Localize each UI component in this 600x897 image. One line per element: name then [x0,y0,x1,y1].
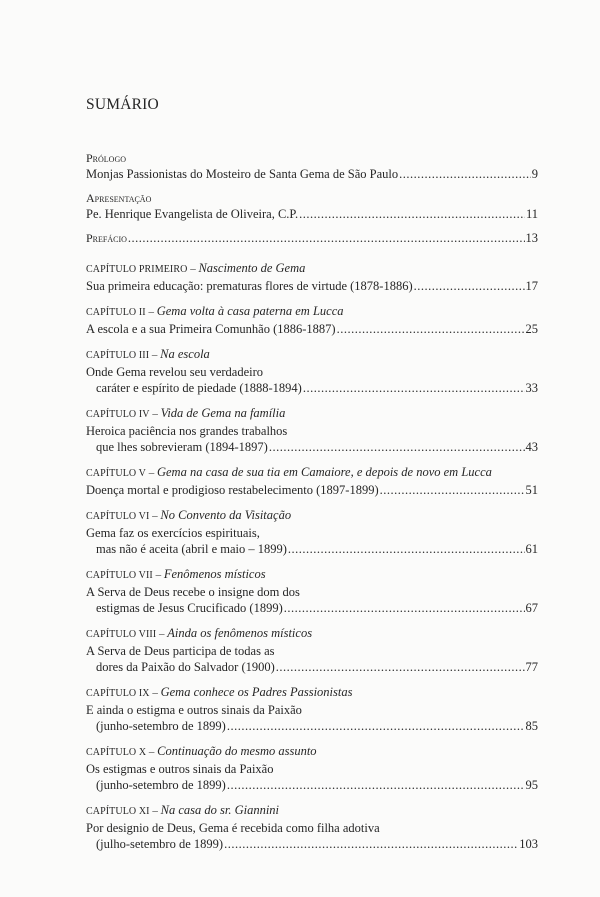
leader-dots [380,482,525,498]
entry-text: mas não é aceita (abril e maio – 1899) [96,542,287,556]
leader-dots [399,166,531,182]
toc-line [86,439,538,455]
page-number: 43 [525,440,538,454]
entry-text: (junho-setembro de 1899) [96,719,226,733]
chapter-heading [86,802,538,820]
toc-entry-chapter [86,464,538,498]
chapter-heading [86,625,538,643]
leader-dots [227,718,525,734]
leader-dots [227,777,525,793]
entry-text: A escola e a sua Primeira Comunhão (1886-1887) [86,322,336,336]
chapter-description-line: Heroica paciência nos grandes trabalhos [86,424,288,438]
chapter-heading [86,303,538,321]
page-number: 77 [525,660,538,674]
toc-entry-chapter [86,507,538,557]
chapter-description-line: A Serva de Deus recebe o insigne dom dos [86,585,300,599]
chapter-label: CAPÍTULO IX [86,688,150,699]
chapter-subtitle: No Convento da Visitação [160,508,292,522]
chapter-heading [86,405,538,423]
chapter-dash: – [152,569,164,581]
page-number: 103 [519,837,538,851]
page-number: 95 [525,778,538,792]
toc-line [86,321,538,337]
toc-entry-apresentacao [86,190,538,222]
toc-line [86,380,538,396]
toc-line [86,718,538,734]
chapter-dash: – [149,408,161,420]
chapter-dash: – [145,306,157,318]
chapter-subtitle: Continuação do mesmo assunto [157,744,317,758]
page-number: 67 [525,601,538,615]
chapter-description-line: E ainda o estigma e outros sinais da Paixão [86,703,302,717]
chapter-subtitle: Gema conhece os Padres Passionistas [160,685,353,699]
toc-line [86,836,538,852]
toc-line [86,777,538,793]
toc-line [86,206,538,222]
page-number: 11 [525,207,538,221]
toc-entry-chapter [86,303,538,337]
page-number: 33 [525,381,538,395]
chapter-list [86,260,538,852]
toc-entry-chapter [86,625,538,675]
leader-dots [303,380,525,396]
section-heading: Prefácio [86,231,127,245]
chapter-description-line: Por designio de Deus, Gema é recebida como filha adotiva [86,821,380,835]
chapter-subtitle: Vida de Gema na família [160,406,286,420]
toc-line [86,482,538,498]
entry-text: dores da Paixão do Salvador (1900) [96,660,275,674]
chapter-subtitle: Fenômenos místicos [163,567,266,581]
leader-dots [224,836,518,852]
toc-line [86,541,538,557]
leader-dots [414,278,525,294]
page-number: 17 [525,279,538,293]
section-heading: Prólogo [86,151,127,165]
chapter-description-line: Onde Gema revelou seu verdadeiro [86,365,264,379]
toc-line [86,230,538,246]
chapter-dash: – [149,805,161,817]
chapter-label: CAPÍTULO PRIMEIRO [86,264,188,275]
toc-entry-chapter [86,566,538,616]
section-heading: Apresentação [86,191,152,205]
chapter-label: CAPÍTULO VII [86,570,153,581]
chapter-subtitle: Nascimento de Gema [198,261,306,275]
leader-dots [284,600,525,616]
page-title: SUMÁRIO [86,96,159,113]
entry-text: Doença mortal e prodigioso restabelecimento (1897-1899) [86,483,379,497]
chapter-description-line: A Serva de Deus participa de todas as [86,644,275,658]
toc-entry-chapter [86,684,538,734]
toc-line [86,166,538,182]
chapter-label: CAPÍTULO II [86,307,146,318]
chapter-subtitle: Na casa do sr. Giannini [160,803,280,817]
chapter-label: CAPÍTULO VIII [86,629,157,640]
chapter-label: CAPÍTULO IV [86,409,150,420]
toc-entry-chapter [86,346,538,396]
chapter-description-line: Os estigmas e outros sinais da Paixão [86,762,274,776]
chapter-heading [86,464,538,482]
chapter-dash: – [146,746,158,758]
chapter-label: CAPÍTULO VI [86,511,150,522]
chapter-subtitle: Gema volta à casa paterna em Lucca [156,304,344,318]
toc-entry-chapter [86,405,538,455]
leader-dots [128,230,525,246]
entry-text: Pe. Henrique Evangelista de Oliveira, C.P. [86,207,299,221]
entry-text: que lhes sobrevieram (1894-1897) [96,440,268,454]
chapter-heading [86,260,538,278]
leader-dots [269,439,525,455]
chapter-heading [86,566,538,584]
toc-entry-chapter [86,743,538,793]
page-number: 51 [525,483,538,497]
chapter-label: CAPÍTULO III [86,350,150,361]
toc-line [86,659,538,675]
chapter-dash: – [149,349,161,361]
chapter-heading [86,507,538,525]
page-number: 61 [525,542,538,556]
entry-text: caráter e espírito de piedade (1888-1894) [96,381,302,395]
entry-text: estigmas de Jesus Crucificado (1899) [96,601,283,615]
chapter-heading [86,346,538,364]
toc-entry-chapter [86,802,538,852]
chapter-subtitle: Na escola [160,347,210,361]
chapter-dash: – [145,467,157,479]
chapter-dash: – [149,687,161,699]
toc-entry-chapter [86,260,538,294]
toc-line [86,600,538,616]
chapter-dash: – [149,510,161,522]
leader-dots [337,321,525,337]
chapter-label: CAPÍTULO V [86,468,146,479]
entry-text: Monjas Passionistas do Mosteiro de Santa Gema de São Paulo [86,167,399,181]
chapter-heading [86,684,538,702]
toc-line [86,278,538,294]
chapter-label: CAPÍTULO XI [86,806,150,817]
chapter-subtitle: Gema na casa de sua tia em Camaiore, e depois de novo em Lucca [156,465,492,479]
entry-text: (julho-setembro de 1899) [96,837,224,851]
toc-entry-prologo [86,150,538,182]
page-number: 85 [525,719,538,733]
page-number: 25 [525,322,538,336]
entry-text: Sua primeira educação: prematuras flores de virtude (1878-1886) [86,279,413,293]
page-number: 9 [531,167,538,181]
entry-text: (junho-setembro de 1899) [96,778,226,792]
page-number: 13 [525,231,538,245]
chapter-label: CAPÍTULO X [86,747,147,758]
leader-dots [276,659,525,675]
leader-dots [299,206,525,222]
chapter-dash: – [187,263,199,275]
chapter-dash: – [156,628,168,640]
leader-dots [288,541,525,557]
chapter-heading [86,743,538,761]
toc-entry-prefacio [86,230,538,246]
chapter-subtitle: Ainda os fenômenos místicos [167,626,313,640]
table-of-contents [86,150,538,861]
chapter-description-line: Gema faz os exercícios espirituais, [86,526,260,540]
